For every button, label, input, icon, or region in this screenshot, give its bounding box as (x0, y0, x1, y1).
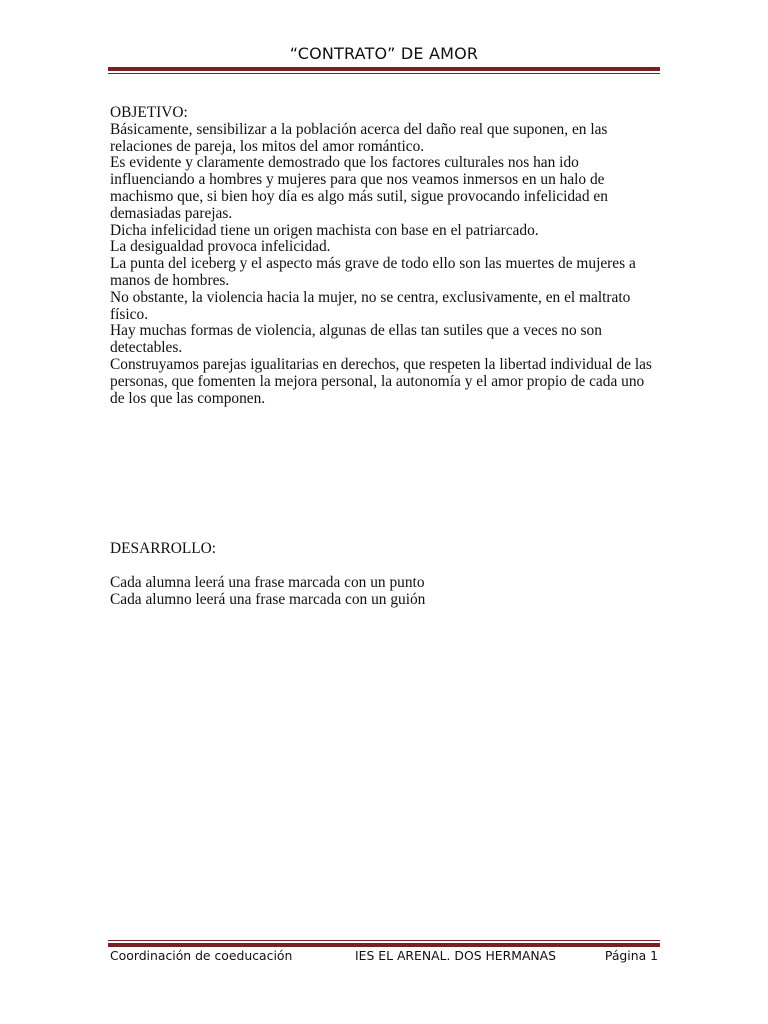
objetivo-line: de los que las componen. (110, 389, 266, 407)
objetivo-heading: OBJETIVO: (110, 104, 188, 121)
footer-rule (108, 943, 660, 947)
objetivo-line: machismo que, si bien hoy día es algo más sutil, sigue provocando infelicidad en (110, 187, 608, 205)
header-rule (108, 67, 660, 71)
desarrollo-line: Cada alumno leerá una frase marcada con un guión (110, 590, 426, 608)
footer-left-text: Coordinación de coeducación (110, 948, 293, 963)
objetivo-line: No obstante, la violencia hacia la mujer, no se centra, exclusivamente, en el maltrato (110, 288, 631, 306)
objetivo-line: detectables. (110, 339, 183, 357)
objetivo-line: La desigualdad provoca infelicidad. (110, 238, 331, 256)
objetivo-line: Construyamos parejas igualitarias en derechos, que respeten la libertad individual de las (110, 355, 652, 373)
objetivo-line: Dicha infelicidad tiene un origen machista con base en el patriarcado. (110, 221, 539, 239)
objetivo-line: influenciando a hombres y mujeres para que nos veamos inmersos en un halo de (110, 171, 605, 189)
desarrollo-line: Cada alumna leerá una frase marcada con un punto (110, 573, 425, 591)
footer-page-number: Página 1 (604, 948, 658, 963)
footer-center-text: IES EL ARENAL. DOS HERMANAS (355, 948, 557, 963)
objetivo-line: Es evidente y claramente demostrado que los factores culturales nos han ido (110, 154, 579, 172)
header-rule-thin (108, 73, 660, 74)
desarrollo-section (110, 541, 655, 608)
objetivo-line: Hay muchas formas de violencia, algunas de ellas tan sutiles que a veces no son (110, 322, 602, 340)
objetivo-line: personas, que fomenten la mejora personal, la autonomía y el amor propio de cada uno (110, 372, 645, 390)
desarrollo-paragraph (110, 575, 655, 609)
objetivo-line: relaciones de pareja, los mitos del amor romántico. (110, 137, 425, 155)
objetivo-line: demasiadas parejas. (110, 204, 233, 222)
footer-rule-thin (108, 940, 660, 941)
objetivo-section (110, 105, 655, 407)
objetivo-line: Básicamente, sensibilizar a la población acerca del daño real que suponen, en las (110, 120, 608, 138)
objetivo-paragraph (110, 122, 655, 408)
desarrollo-heading: DESARROLLO: (110, 540, 217, 557)
objetivo-line: manos de hombres. (110, 271, 230, 289)
objetivo-line: La punta del iceberg y el aspecto más grave de todo ello son las muertes de mujeres a (110, 255, 636, 273)
page-header-title: “CONTRATO” DE AMOR (289, 44, 479, 63)
objetivo-line: físico. (110, 305, 149, 323)
